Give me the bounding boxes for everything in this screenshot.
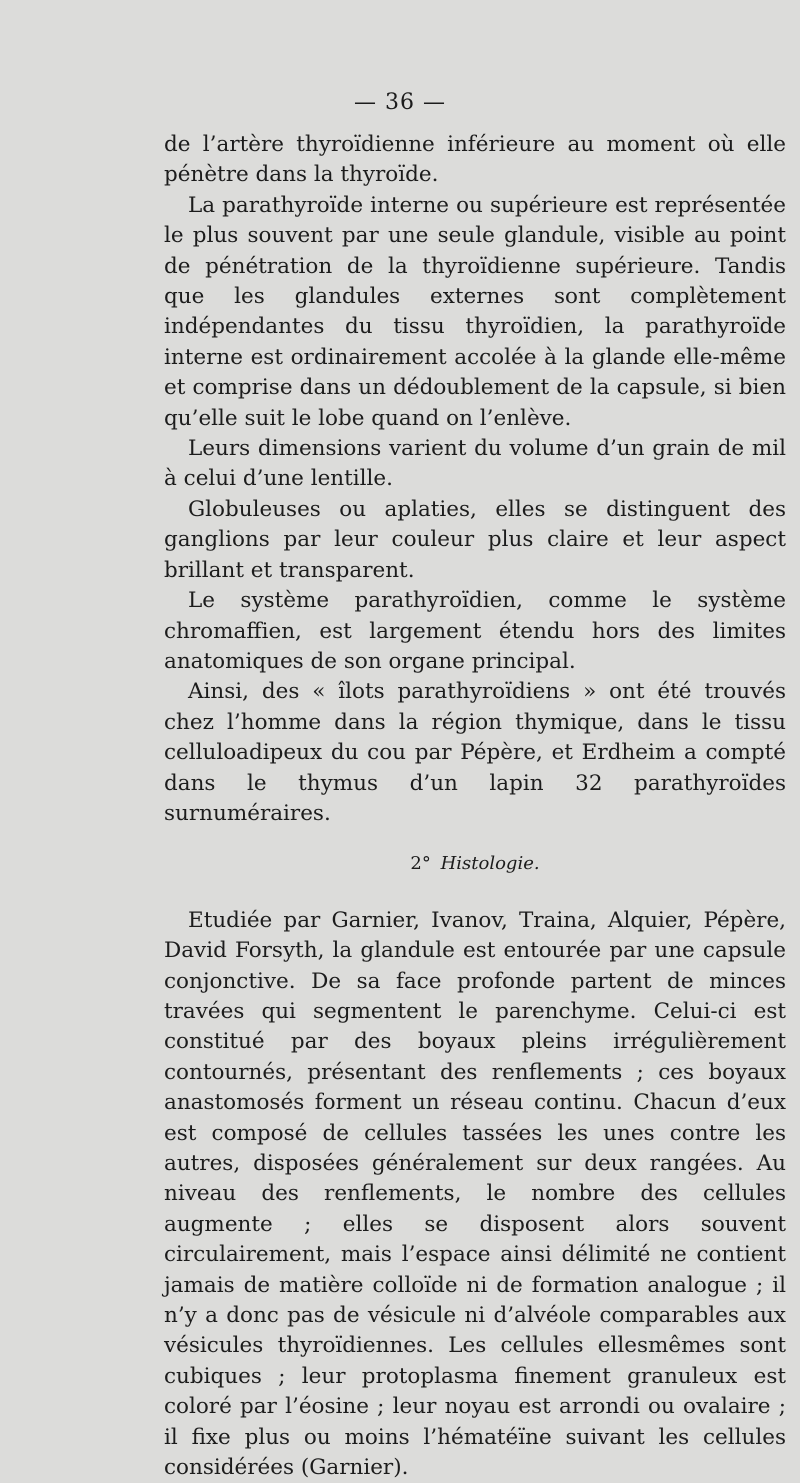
section-number: 2° (410, 853, 431, 875)
paragraph: La parathyroïde interne ou supérieure est représentée le plus souvent par une seule glandule, visible au point de pénétration de la thyroïdienne supérieure. Tandis que les glandules externes sont complètement indépendantes du tissu thyroïdien, la parathyroïde interne est ordinairement accolée à la glande elle-même et comprise dans un dédoublement de la capsule, si bien qu’elle suit le lobe quand on l’enlève. (164, 192, 786, 431)
paragraph: Globuleuses ou aplaties, elles se distinguent des ganglions par leur couleur plus claire et leur aspect brillant et transparent. (164, 496, 786, 583)
paragraph: Ainsi, des « îlots parathyroïdiens » ont été trouvés chez l’homme dans la région thymique, dans le tissu celluloadipeux du cou par Pépère, et Erdheim a compté dans le thymus d’un lapin 32 parathyroïdes surnuméraires. (164, 679, 786, 826)
page-number: — 36 — (354, 90, 446, 115)
paragraph: Le système parathyroïdien, comme le système chromaffien, est largement étendu hors des limites anatomiques de son organe principal. (164, 588, 786, 674)
section-title: Histologie. (440, 853, 540, 875)
paragraph: de l’artère thyroïdienne inférieure au moment où elle pénètre dans la thyroïde. (164, 132, 786, 188)
body-text (164, 130, 786, 1483)
paragraph: Leurs dimensions varient du volume d’un grain de mil à celui d’une lentille. (164, 436, 786, 492)
paragraph: Etudiée par Garnier, Ivanov, Traina, Alquier, Pépère, David Forsyth, la glandule est entourée par une capsule conjonctive. De sa face profonde partent de minces travées qui segmentent le parenchyme. Celui-ci est constitué par des boyaux pleins irrégulièrement contournés, présentant des renflements ; ces boyaux anastomosés forment un réseau continu. Chacun d’eux est composé de cellules tassées les unes contre les autres, disposées généralement sur deux rangées. Au niveau des renflements, le nombre des cellules augmente ; elles se disposent alors souvent circulairement, mais l’espace ainsi délimité ne contient jamais de matière colloïde ni de formation analogue ; il n’y a donc pas de vésicule ni d’alvéole comparables aux vésicules thyroïdiennes. Les cellules ellesmêmes sont cubiques ; leur protoplasma finement granuleux est coloré par l’éosine ; leur noyau est arrondi ou ovalaire ; il fixe plus ou moins l’hématéïne suivant les cellules considérées (Garnier). (164, 907, 786, 1481)
section-heading (164, 849, 786, 879)
